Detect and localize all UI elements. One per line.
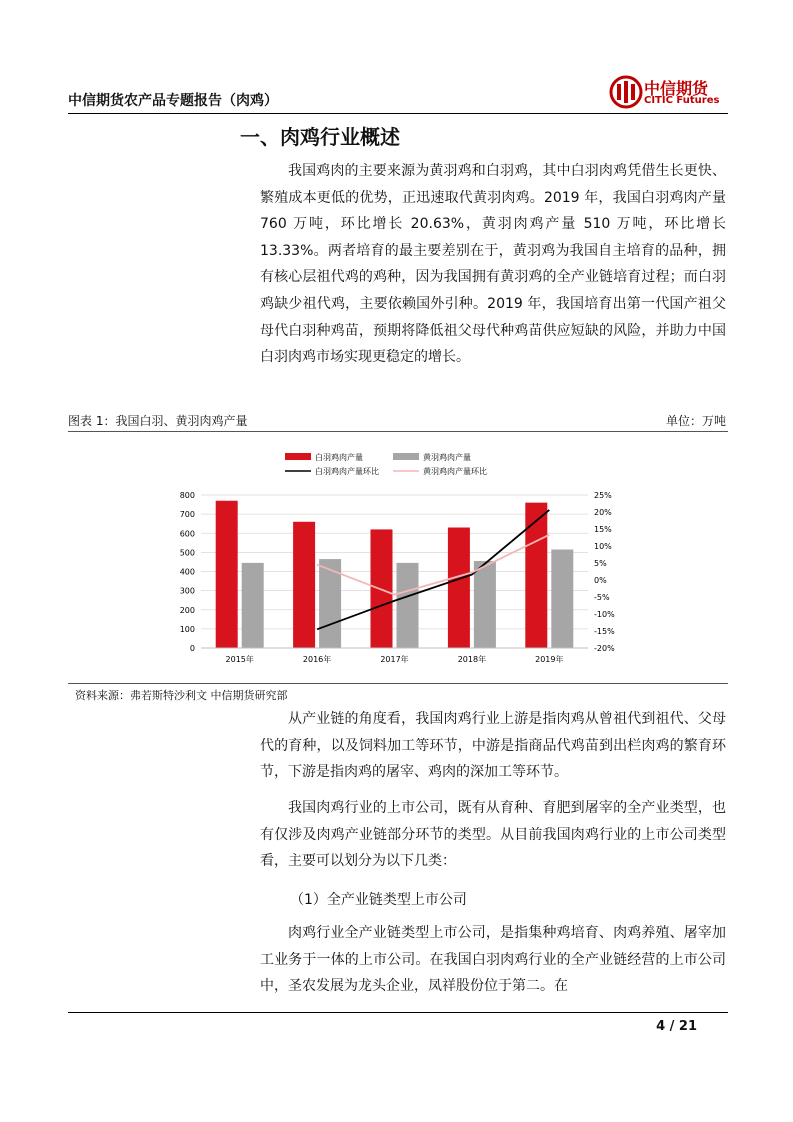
left-tick-label: 200 <box>179 605 195 615</box>
x-tick-label: 2017年 <box>380 655 409 664</box>
paragraph-full-chain: 肉鸡行业全产业链类型上市公司，是指集种鸡培育、肉鸡养殖、屠宰加工业务于一体的上市公司。在我国白羽肉鸡行业的全产业链经营的上市公司中，圣农发展为龙头企业，凤祥股份位于第二。在 <box>260 925 726 995</box>
right-tick-label: -5% <box>594 593 610 602</box>
subheading-full-chain: （1）全产业链类型上市公司 <box>290 892 467 908</box>
left-tick-label: 300 <box>179 586 195 596</box>
chart-bars <box>216 501 574 648</box>
paragraph-listed-companies: 我国肉鸡行业的上市公司，既有从育种、育肥到屠宰的全产业类型，也有仅涉及肉鸡产业链部分环节的类型。从目前我国肉鸡行业的上市公司类型看，主要可以划分为以下几类： <box>260 800 726 870</box>
right-tick-label: 15% <box>594 525 612 534</box>
line-yellow-feather-mom <box>317 535 549 595</box>
bar-white-feather <box>448 528 470 648</box>
legend-label-white-feather-mom: 白羽鸡肉产量环比 <box>315 467 379 476</box>
right-tick-label: -15% <box>594 627 615 636</box>
left-tick-label: 400 <box>179 567 195 577</box>
left-axis-ticks <box>180 491 195 653</box>
bar-white-feather <box>293 522 315 648</box>
right-tick-label: 25% <box>594 491 612 500</box>
legend-label-white-feather: 白羽鸡肉产量 <box>315 453 363 462</box>
paragraph-overview: 我国鸡肉的主要来源为黄羽鸡和白羽鸡，其中白羽肉鸡凭借生长更快、繁殖成本更低的优势，正迅速取代黄羽肉鸡。2019 年，我国白羽鸡肉产量 760 万吨，环比增长 20.63%，黄羽肉鸡产量 510 万吨，环比增长 13.33%。两者培育的最主要差别在于，黄羽鸡为我国自主培育的品种，拥有核心层祖代鸡的鸡种，因为我国拥有黄羽鸡的全产业链培育过程；而白羽鸡缺少祖代鸡，主要依赖国外引种。2019 年，我国培育出第一代国产祖父母代白羽种鸡苗，预期将降低祖父母代种鸡苗供应短缺的风险，并助力中国白羽肉鸡市场实现更稳定的增长。 <box>260 163 726 366</box>
left-tick-label: 800 <box>179 491 195 500</box>
figure-unit: 单位：万吨 <box>665 414 726 428</box>
right-tick-label: 20% <box>594 508 612 517</box>
left-tick-label: 0 <box>189 644 195 653</box>
figure-caption: 图表 1：我国白羽、黄羽肉鸡产量 <box>68 414 248 428</box>
bar-yellow-feather <box>242 563 264 648</box>
chart-legend <box>285 452 487 476</box>
footer-divider <box>68 1012 728 1013</box>
paragraph-industry-chain: 从产业链的角度看，我国肉鸡行业上游是指肉鸡从曾祖代到祖代、父母代的育种，以及饲料加工等环节，中游是指商品代鸡苗到出栏肉鸡的繁育环节，下游是指肉鸡的屠宰、鸡肉的深加工等环节。 <box>260 711 726 781</box>
logo-text-en: CITIC Futures <box>644 95 720 106</box>
left-tick-label: 600 <box>179 529 195 539</box>
x-axis-labels <box>201 648 588 664</box>
bar-yellow-feather <box>551 550 573 648</box>
x-tick-label: 2015年 <box>225 655 254 664</box>
legend-swatch-white-feather <box>285 453 311 460</box>
right-tick-label: 10% <box>594 542 612 551</box>
production-chart <box>155 445 618 670</box>
right-tick-label: -20% <box>594 644 615 653</box>
legend-label-yellow-feather-mom: 黄羽鸡肉产量环比 <box>423 467 487 476</box>
report-header-title: 中信期货农产品专题报告（肉鸡） <box>68 93 278 109</box>
figure-bottom-rule <box>68 683 728 684</box>
right-tick-label: 0% <box>594 576 607 585</box>
chart-container <box>155 445 618 670</box>
figure-top-rule <box>68 431 728 432</box>
section-title: 一、肉鸡行业概述 <box>240 125 400 149</box>
left-tick-label: 700 <box>179 510 195 520</box>
bar-white-feather <box>525 503 547 648</box>
header-divider <box>68 113 728 114</box>
chart-lines <box>317 510 549 629</box>
x-tick-label: 2016年 <box>302 655 332 664</box>
x-tick-label: 2018年 <box>457 655 487 664</box>
logo-text-cn: 中信期货 <box>644 79 709 98</box>
left-tick-label: 500 <box>179 548 195 558</box>
bar-yellow-feather <box>397 563 419 648</box>
legend-label-yellow-feather: 黄羽鸡肉产量 <box>423 453 471 462</box>
line-white-feather-mom <box>317 510 549 629</box>
x-tick-label: 2019年 <box>535 655 564 664</box>
legend-swatch-yellow-feather <box>393 453 419 460</box>
bar-yellow-feather <box>474 561 496 648</box>
right-tick-label: -10% <box>594 610 615 619</box>
figure-source: 资料来源：弗若斯特沙利文 中信期货研究部 <box>75 689 288 702</box>
left-tick-label: 100 <box>179 624 195 634</box>
page-number: 4 / 21 <box>656 1019 697 1034</box>
right-tick-label: 5% <box>594 559 607 568</box>
right-axis-ticks <box>594 491 615 653</box>
bar-white-feather <box>216 501 238 648</box>
